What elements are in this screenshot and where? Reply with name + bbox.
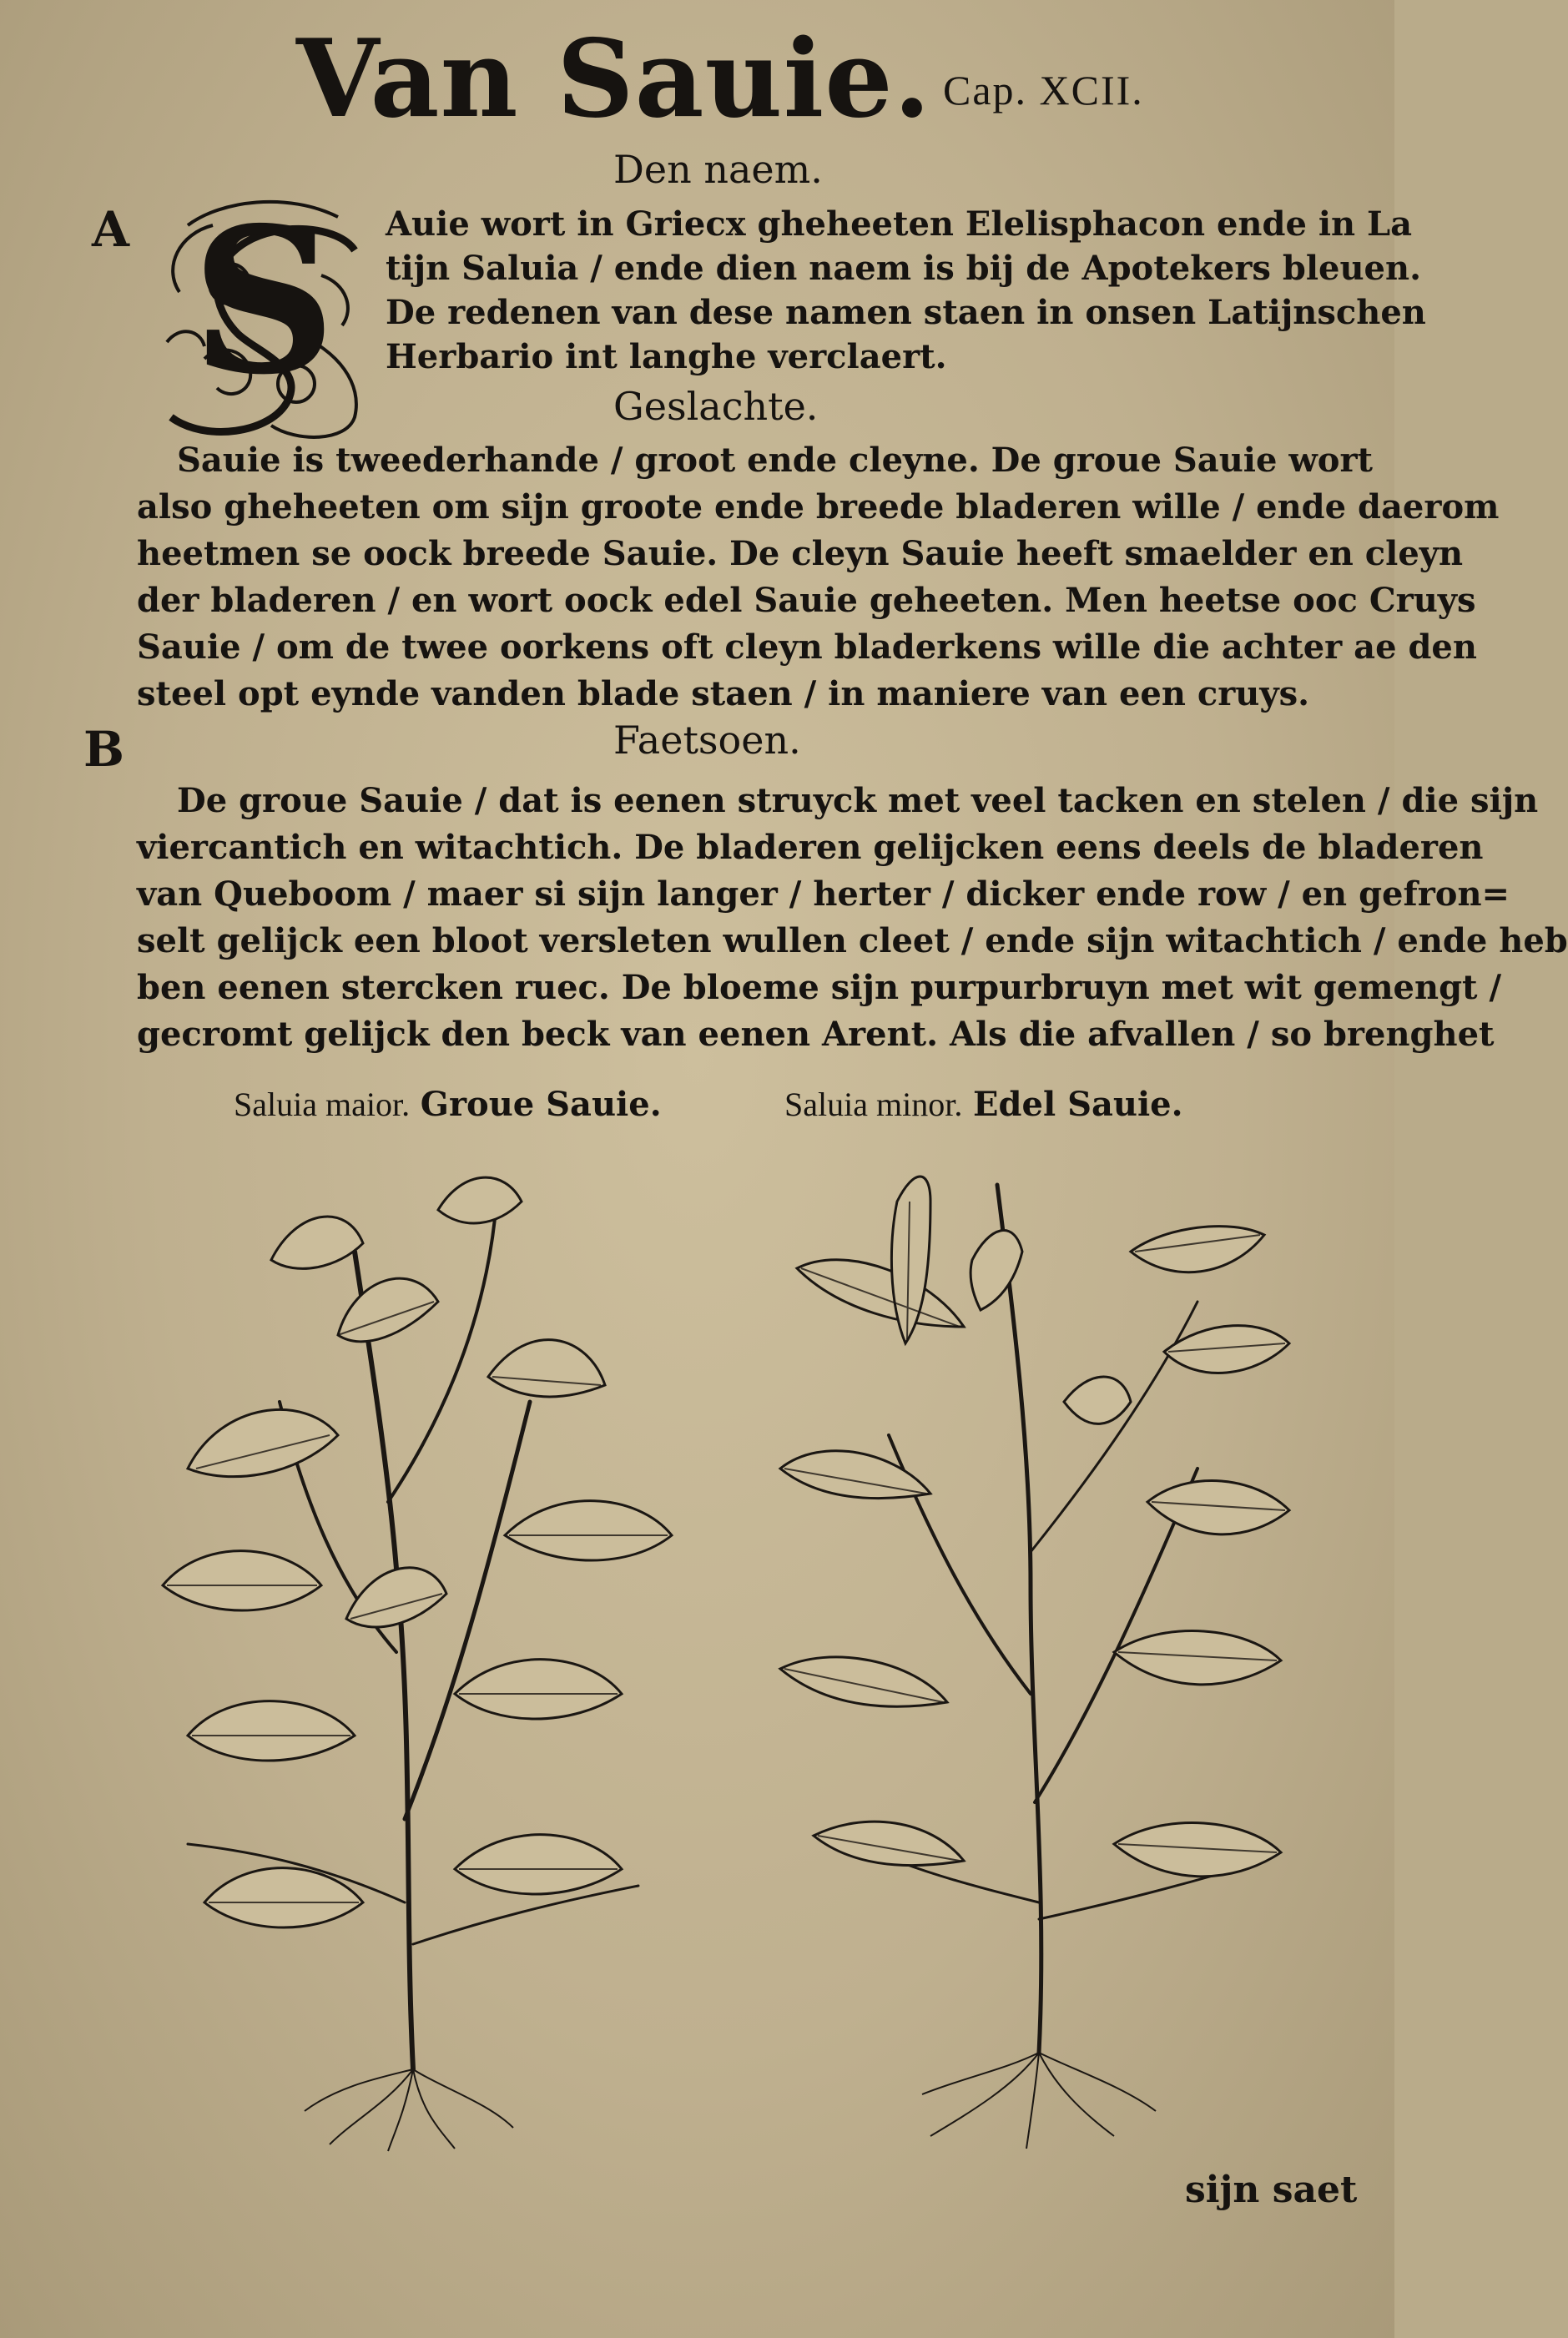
caption-right-latin: Saluia minor. (784, 1086, 963, 1123)
initial-letter: S (191, 184, 336, 419)
heading-geslachte: Geslachte. (613, 384, 819, 429)
woodcut-saluia-minor (764, 1151, 1331, 2153)
caption-left-latin: Saluia maior. (234, 1086, 411, 1123)
margin-letter-a: A (92, 201, 130, 258)
naem-line-1: Auie wort in Griecx gheheeten Elelisphacon ende in La (386, 204, 1413, 244)
geslachte-line-6: steel opt eynde vanden blade staen / in maniere van een cruys. (137, 674, 1310, 713)
geslachte-line-4: der bladeren / en wort oock edel Sauie geheeten. Men heetse ooc Cruys (137, 581, 1476, 620)
faetsoen-line-2: viercantich en witachtich. De bladeren gelijcken eens deels de bladeren (137, 828, 1484, 867)
geslachte-line-1: Sauie is tweederhande / groot ende cleyne. De groue Sauie wort (177, 441, 1374, 480)
faetsoen-line-6: gecromt gelijck den beck van eenen Arent. Als die afvallen / so brenghet (137, 1015, 1495, 1054)
caption-saluia-maior (234, 1085, 662, 1125)
catchword: sijn saet (1185, 2169, 1358, 2211)
naem-line-2: tijn Saluia / ende dien naem is bij de Apotekers bleuen. (386, 249, 1421, 288)
decorated-initial (154, 184, 373, 442)
faetsoen-line-4: selt gelijck een bloot versleten wullen cleet / ende sijn witachtich / ende heb (137, 921, 1568, 960)
caption-left-dutch: Groue Sauie. (420, 1085, 662, 1124)
woodcut-saluia-maior (138, 1151, 705, 2153)
faetsoen-line-5: ben eenen stercken ruec. De bloeme sijn purpurbruyn met wit gemengt / (137, 968, 1502, 1007)
chapter-number: Cap. XCII. (943, 67, 1144, 113)
geslachte-line-3: heetmen se oock breede Sauie. De cleyn Sauie heeft smaelder en cleyn (137, 534, 1464, 573)
faetsoen-line-1: De groue Sauie / dat is eenen struyck met veel tacken en stelen / die sijn (177, 781, 1539, 820)
naem-line-3: De redenen van dese namen staen in onsen Latijnschen (386, 293, 1426, 332)
geslachte-line-5: Sauie / om de twee oorkens oft cleyn bladerkens wille die achter ae den (137, 627, 1477, 667)
naem-line-4: Herbario int langhe verclaert. (386, 337, 947, 376)
geslachte-line-2: also gheheeten om sijn groote ende breede bladeren wille / ende daerom (137, 487, 1500, 527)
faetsoen-line-3: van Queboom / maer si sijn langer / herter / dicker ende row / en gefron= (137, 874, 1510, 914)
caption-right-dutch: Edel Sauie. (973, 1085, 1183, 1124)
chapter-title: Van Sauie. (296, 17, 932, 142)
heading-faetsoen: Faetsoen. (613, 718, 801, 763)
caption-saluia-minor (784, 1085, 1183, 1125)
heading-naem: Den naem. (613, 147, 823, 192)
margin-letter-b: B (83, 721, 125, 778)
